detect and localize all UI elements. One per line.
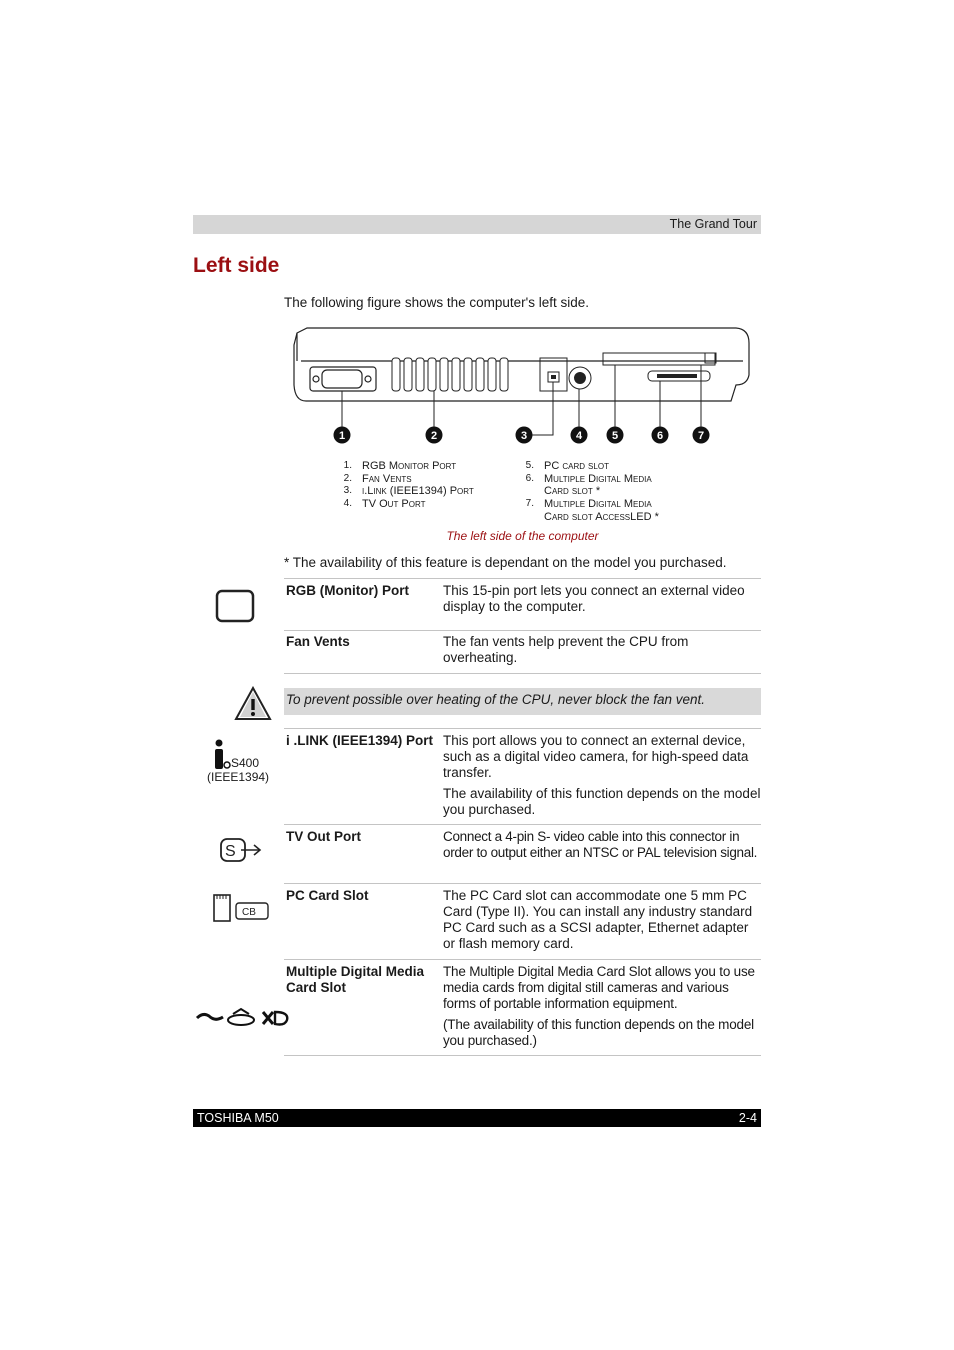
warning-triangle-icon [234, 686, 272, 722]
pc-card-icon [212, 893, 270, 923]
caution-box [284, 688, 761, 715]
callout-label-4: 4 [575, 430, 583, 442]
callout-label-3: 3 [520, 430, 528, 442]
table-rule [284, 630, 761, 631]
term-pc-card-slot: PC Card Slot [286, 888, 369, 903]
callout-label-5: 5 [611, 430, 619, 442]
table-rule [284, 1055, 761, 1056]
table-rule [284, 673, 761, 674]
figure-caption: The left side of the computer [446, 529, 599, 543]
term-ilink-port: i .LINK (IEEE1394) Port [286, 733, 434, 748]
table-rule [284, 578, 761, 579]
running-header [193, 215, 761, 234]
legend-item: TV Out Port [362, 498, 426, 511]
monitor-icon [214, 588, 256, 624]
callout-label-2: 2 [430, 430, 438, 442]
figure-legend-left: 1. RGB Monitor Port 2. Fan Vents 3. i.Link (IEEE1394) Port 4. TV Out Port [343, 460, 474, 511]
desc-ilink-port: This port allows you to connect an external device, such as a digital video camera, for high-speed data transfer. The availability of this function depends on the model you purchased. [443, 733, 761, 817]
legend-item: Fan Vents [362, 472, 412, 485]
legend-item: Multiple Digital Media Card slot * [544, 472, 652, 498]
page-title: Left side [193, 254, 280, 277]
term-rgb-port: RGB (Monitor) Port [286, 583, 409, 598]
running-footer [193, 1109, 761, 1127]
footer-page-number: 2-4 [738, 1111, 757, 1125]
table-rule [284, 883, 761, 884]
s-video-icon [219, 836, 263, 864]
ilink-label-ieee: (IEEE1394) [207, 770, 270, 784]
table-rule [284, 824, 761, 825]
callout-label-6: 6 [656, 430, 664, 442]
laptop-left-side-figure [291, 325, 754, 447]
term-tv-out-port: TV Out Port [286, 829, 361, 844]
caution-text: To prevent possible over heating of the CPU, never block the fan vent. [286, 692, 706, 707]
desc-pc-card-slot: The PC Card slot can accommodate one 5 mm PC Card (Type II). You can install any industry standard PC Card such as a SCSI adapter, Ethernet adapter or flash memory card. [443, 888, 753, 951]
legend-item: PC card slot [544, 460, 609, 472]
i-link-icon [212, 739, 232, 771]
desc-media-card-slot: The Multiple Digital Media Card Slot allows you to use media cards from digital still cameras and various forms of portable information equipment. (The availability of this function depends on the model you purchased.) [443, 964, 755, 1048]
footer-product: TOSHIBA M50 [197, 1111, 279, 1125]
term-fan-vents: Fan Vents [286, 634, 350, 649]
legend-item: Multiple Digital Media Card slot AccessLED * [544, 498, 659, 523]
table-rule [284, 959, 761, 960]
callout-label-1: 1 [338, 430, 346, 442]
legend-item: RGB Monitor Port [362, 460, 457, 472]
svg-text:S: S [225, 843, 236, 860]
svg-text:CB: CB [242, 907, 256, 918]
ilink-label-s400: S400 [231, 756, 260, 770]
header-section: The Grand Tour [669, 217, 757, 231]
media-card-logos-icon [193, 1000, 293, 1030]
availability-note: * The availability of this feature is dependant on the model you purchased. [284, 555, 727, 570]
desc-rgb-port: This 15-pin port lets you connect an external video display to the computer. [443, 583, 745, 614]
desc-tv-out-port: Connect a 4-pin S- video cable into this connector in order to output either an NTSC or PAL television signal. [443, 829, 758, 860]
legend-item: i.Link (IEEE1394) Port [362, 485, 474, 498]
desc-fan-vents: The fan vents help prevent the CPU from overheating. [443, 634, 689, 665]
table-rule [284, 728, 761, 729]
intro-text: The following figure shows the computer's left side. [284, 295, 589, 310]
figure-legend-right: 5. PC card slot 6. Multiple Digital Media Card slot * 7. Multiple Digital Media Card slot AccessLED * [512, 460, 692, 524]
callout-label-7: 7 [697, 430, 705, 442]
term-media-card-slot: Multiple Digital Media Card Slot [286, 964, 425, 995]
